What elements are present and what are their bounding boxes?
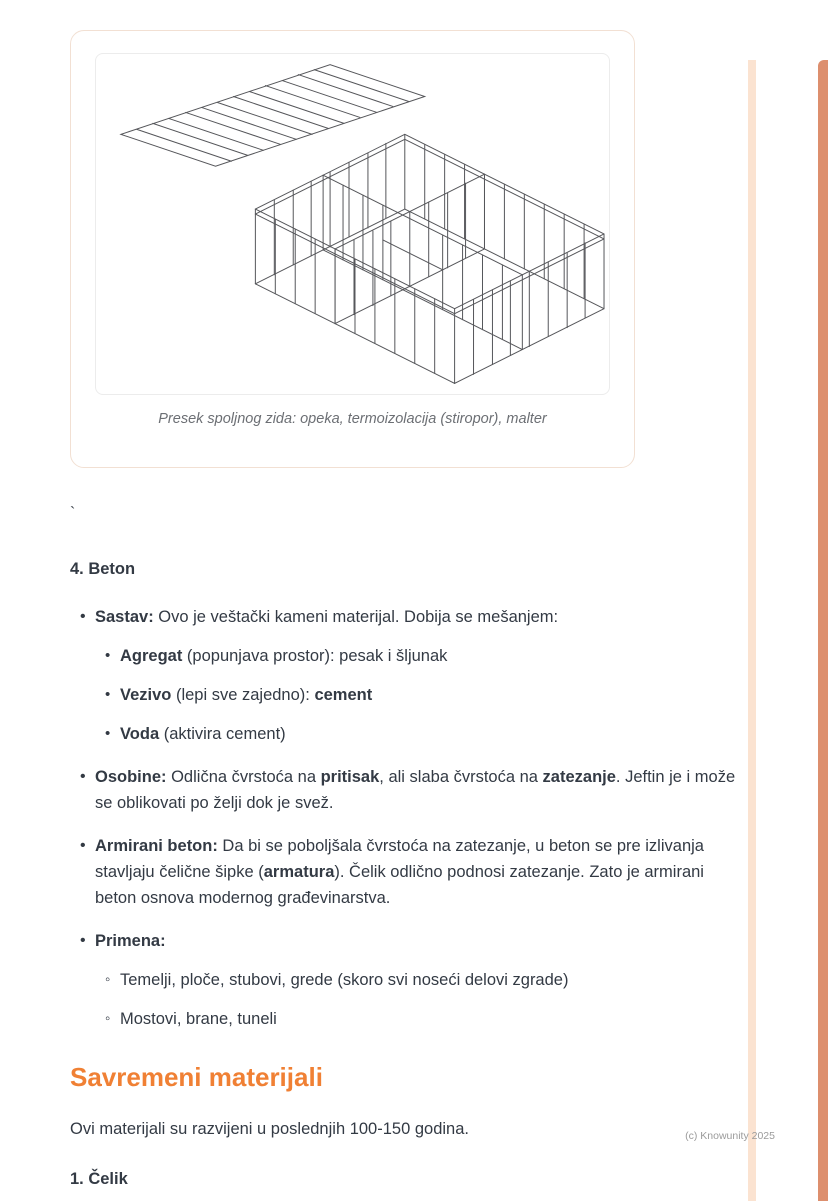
list-item-text: Agregat (popunjava prostor): pesak i šljunak	[120, 647, 448, 665]
plank-panel	[121, 65, 425, 167]
primena-sublist	[95, 967, 746, 1032]
stray-backtick: `	[70, 505, 76, 522]
list-item-osobine	[95, 764, 746, 816]
beton-list	[70, 604, 746, 1032]
list-item-text: Osobine: Odlična čvrstoća na pritisak, ali slaba čvrstoća na zatezanje. Jeftin je i može se oblikovati po želji dok je svež.	[95, 768, 736, 812]
section-heading-beton: 4. Beton	[70, 560, 136, 578]
list-item	[120, 682, 746, 708]
page-margin-stripe	[748, 60, 756, 1201]
list-item-text: Voda (aktivira cement)	[120, 725, 286, 743]
figure-card	[70, 30, 635, 468]
list-item-text: Armirani beton: Da bi se poboljšala čvrstoća na zatezanje, u beton se pre izlivanja stavljaju čelične šipke (armatura). Čelik odlično podnosi zatezanje. Zato je armirani beton osnova modernog građevinarstva.	[95, 837, 704, 907]
list-item-text: Mostovi, brane, tuneli	[120, 1010, 277, 1028]
figure-caption: Presek spoljnog zida: opeka, termoizolacija (stiropor), malter	[158, 411, 547, 427]
wall-frame-illustration	[96, 54, 609, 394]
frame-structure	[255, 134, 604, 383]
list-item-text: Temelji, ploče, stubovi, grede (skoro svi noseći delovi zgrade)	[120, 971, 569, 989]
section-heading-savremeni: Savremeni materijali	[70, 1062, 323, 1092]
document-page	[0, 30, 828, 1201]
sastav-sublist	[95, 643, 746, 747]
page-edge-bar	[818, 60, 828, 1201]
footer-copyright: (c) Knowunity 2025	[685, 1130, 775, 1142]
list-item-text: Primena:	[95, 932, 166, 950]
list-item-armirani	[95, 833, 746, 911]
list-item-sastav	[95, 604, 746, 747]
list-item-text: Vezivo (lepi sve zajedno): cement	[120, 686, 373, 704]
paragraph-savremeni-intro: Ovi materijali su razvijeni u poslednjih 100-150 godina.	[70, 1120, 469, 1138]
subsection-heading-celik: 1. Čelik	[70, 1170, 128, 1188]
list-item-primena	[95, 928, 746, 1032]
figure-frame	[95, 53, 610, 395]
list-item-text: Sastav: Ovo je veštački kameni materijal. Dobija se mešanjem:	[95, 608, 559, 626]
list-item	[120, 721, 746, 747]
list-item	[120, 1006, 746, 1032]
list-item	[120, 643, 746, 669]
list-item	[120, 967, 746, 993]
document-body	[70, 506, 746, 1192]
